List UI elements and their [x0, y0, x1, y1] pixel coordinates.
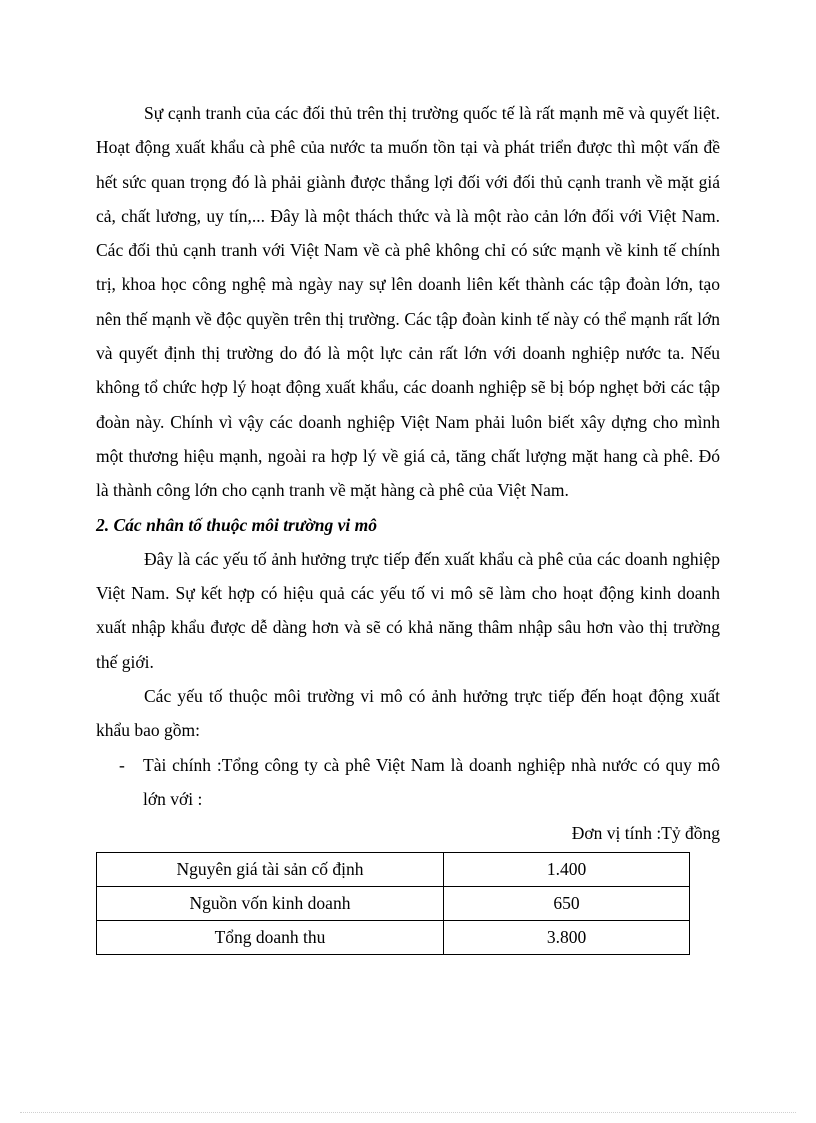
table-cell-value: 1.400 — [444, 852, 690, 886]
unit-note: Đơn vị tính :Tỷ đồng — [571, 823, 720, 844]
table-row — [97, 920, 690, 954]
bullet-finance-text: Tài chính :Tổng công ty cà phê Việt Nam là doanh nghiệp nhà nước có quy mô lớn với : — [143, 754, 720, 809]
table-cell-label: Nguồn vốn kinh doanh — [97, 886, 444, 920]
bullet-finance — [119, 748, 720, 817]
paragraph-factors-list-intro: Các yếu tố thuộc môi trường vi mô có ảnh hưởng trực tiếp đến hoạt động xuất khẩu bao gồm: — [96, 686, 720, 741]
page-footer-divider — [20, 1112, 796, 1113]
table-cell-label: Tổng doanh thu — [97, 920, 444, 954]
table-row — [97, 852, 690, 886]
table-cell-label: Nguyên giá tài sản cố định — [97, 852, 444, 886]
paragraph-competition: Sự cạnh tranh của các đối thủ trên thị trường quốc tế là rất mạnh mẽ và quyết liệt. Hoạt động xuất khẩu cà phê của nước ta muốn tồn tại và phát triển được thì một vấn đề hết sức quan trọng đó là phải giành được thắng lợi đối với đối thủ cạnh tranh về mặt giá cả, chất lương, uy tín,... Đây là một thách thức và là một rào cản lớn đối với Việt Nam. Các đối thủ cạnh tranh với Việt Nam về cà phê không chỉ có sức mạnh về kinh tế chính trị, khoa học công nghệ mà ngày nay sự lên doanh liên kết thành các tập đoàn lớn, tạo nên thế mạnh về độc quyền trên thị trường. Các tập đoàn kinh tế này có thể mạnh rất lớn và quyết định thị trường do đó là một lực cản rất lớn với doanh nghiệp nước ta. Nếu không tổ chức hợp lý hoạt động xuất khẩu, các doanh nghiệp sẽ bị bóp nghẹt bởi các tập đoàn này. Chính vì vậy các doanh nghiệp Việt Nam phải luôn biết xây dựng cho mình một thương hiệu mạnh, ngoài ra hợp lý về giá cả, tăng chất lượng mặt hang cà phê. Đó là thành công lớn cho cạnh tranh về mặt hàng cà phê của Việt Nam. — [96, 103, 720, 501]
table-cell-value: 3.800 — [444, 920, 690, 954]
paragraph-micro-factors: Đây là các yếu tố ảnh hưởng trực tiếp đến xuất khẩu cà phê của các doanh nghiệp Việt Nam. Sự kết hợp có hiệu quả các yếu tố vi mô sẽ làm cho hoạt động kinh doanh xuất nhập khẩu được dễ dàng hơn và sẽ có khả năng thâm nhập sâu hơn vào thị trường thế giới. — [96, 548, 720, 672]
finance-table — [96, 852, 690, 955]
table-cell-value: 650 — [444, 886, 690, 920]
table-row — [97, 886, 690, 920]
document-page — [96, 96, 720, 955]
bullet-dash: - — [119, 754, 125, 775]
section-heading: 2. Các nhân tố thuộc môi trường vi mô — [96, 514, 377, 535]
